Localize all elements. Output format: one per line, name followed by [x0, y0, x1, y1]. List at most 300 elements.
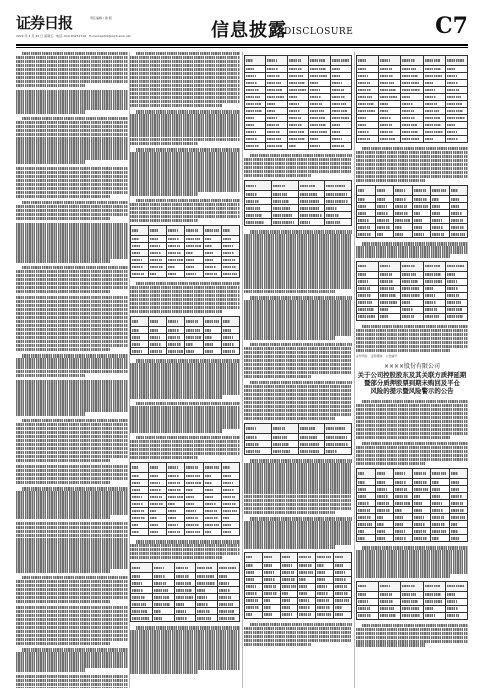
text-line	[244, 463, 352, 466]
text-line	[250, 230, 352, 233]
table-row	[357, 299, 468, 306]
table-cell	[412, 535, 431, 542]
text-line	[244, 639, 352, 642]
table-row	[131, 249, 240, 256]
text-line	[244, 417, 335, 420]
table-cell	[185, 501, 203, 508]
table-cell	[309, 87, 330, 94]
text-line	[244, 635, 352, 638]
text-line	[244, 166, 352, 169]
text-line	[244, 316, 352, 319]
text-line	[22, 487, 128, 490]
text-line	[244, 537, 352, 540]
table-cell	[445, 306, 467, 313]
paragraph	[130, 110, 240, 145]
text-line	[16, 90, 128, 93]
text-line	[16, 98, 128, 101]
text-line	[356, 566, 468, 569]
paragraph	[16, 419, 128, 462]
table-cell	[287, 143, 308, 150]
data-table	[244, 552, 352, 619]
table-cell	[152, 580, 174, 587]
text-line	[16, 370, 128, 373]
table-row	[357, 56, 468, 66]
text-line	[130, 440, 240, 443]
text-line	[16, 606, 128, 609]
table-row	[245, 101, 352, 108]
table-cell	[266, 56, 287, 66]
table-cell	[330, 101, 351, 108]
paragraph	[16, 90, 128, 113]
table-cell	[245, 181, 272, 191]
table-cell	[185, 529, 203, 536]
text-line	[16, 451, 128, 454]
table-cell	[245, 108, 266, 115]
table-cell	[149, 256, 167, 263]
table-row	[357, 66, 468, 73]
table-cell	[131, 515, 149, 522]
text-line	[250, 459, 352, 462]
table-cell	[401, 581, 423, 591]
text-line	[130, 152, 240, 155]
text-line	[244, 409, 352, 412]
table-cell	[431, 514, 450, 521]
table-cell	[379, 73, 401, 80]
table-cell	[245, 205, 272, 212]
text-line	[244, 282, 352, 285]
table-cell	[394, 514, 413, 521]
text-line	[130, 298, 240, 301]
table-cell	[149, 501, 167, 508]
text-line	[362, 147, 468, 150]
table-cell	[152, 573, 174, 580]
table-cell	[131, 501, 149, 508]
article-column-4	[356, 52, 468, 688]
text-line	[130, 306, 240, 309]
table-cell	[245, 198, 272, 205]
text-line	[362, 242, 468, 245]
table-cell	[221, 480, 239, 487]
table-cell	[174, 601, 196, 608]
text-line	[130, 638, 240, 641]
data-table	[356, 468, 468, 542]
text-line	[356, 562, 468, 565]
table-cell	[330, 108, 351, 115]
paragraph	[244, 154, 352, 177]
table-cell	[334, 569, 352, 576]
table-cell	[131, 587, 153, 594]
table-cell	[412, 231, 431, 238]
text-line	[130, 184, 240, 187]
paragraph	[356, 147, 468, 182]
text-line	[244, 246, 352, 249]
table-cell	[149, 522, 167, 529]
table-cell	[401, 115, 423, 122]
text-line	[16, 332, 128, 335]
text-line	[356, 446, 468, 449]
table-cell	[131, 580, 153, 587]
table-row	[357, 136, 468, 143]
text-line	[16, 217, 110, 220]
table-cell	[149, 235, 167, 242]
table-cell	[280, 604, 298, 611]
text-line	[22, 266, 128, 269]
table-cell	[431, 231, 450, 238]
table-cell	[298, 424, 325, 434]
headline-title-line: 关于公司控股股东及其关联方质押延期	[357, 370, 467, 379]
table-cell	[357, 217, 376, 224]
table-cell	[375, 486, 394, 493]
text-line	[22, 117, 128, 120]
text-line	[356, 636, 468, 639]
table-cell	[394, 217, 413, 224]
table-cell	[401, 591, 423, 598]
table-cell	[245, 143, 266, 150]
text-line	[130, 387, 240, 390]
table-cell	[149, 225, 167, 235]
table-cell	[357, 605, 379, 612]
text-line	[16, 477, 128, 480]
text-line	[16, 584, 128, 587]
table-cell	[445, 80, 467, 87]
text-line	[130, 448, 240, 451]
table-cell	[262, 562, 280, 569]
table-cell	[375, 196, 394, 203]
table-row	[357, 210, 468, 217]
table-cell	[152, 615, 174, 622]
table-cell	[379, 122, 401, 129]
paragraph	[130, 402, 240, 433]
table-cell	[271, 219, 298, 226]
text-line	[356, 632, 468, 635]
table-cell	[149, 327, 167, 334]
table-cell	[449, 186, 468, 196]
table-cell	[203, 327, 221, 334]
table-cell	[401, 605, 423, 612]
table-row	[357, 224, 468, 231]
text-line	[356, 554, 468, 557]
text-line	[16, 76, 128, 79]
text-line	[16, 687, 128, 688]
table-row	[357, 101, 468, 108]
text-line	[16, 328, 128, 331]
table-cell	[316, 583, 334, 590]
table-cell	[401, 598, 423, 605]
table-cell	[316, 597, 334, 604]
table-cell	[298, 569, 316, 576]
text-line	[244, 545, 335, 548]
table-row	[357, 196, 468, 203]
table-cell	[298, 441, 325, 448]
text-line	[16, 366, 128, 369]
table-cell	[131, 494, 149, 501]
table-row	[357, 612, 468, 619]
text-line	[244, 336, 335, 339]
text-line	[16, 588, 128, 591]
table-cell	[131, 487, 149, 494]
table-cell	[131, 463, 149, 473]
text-line	[16, 380, 128, 383]
table-cell	[298, 198, 325, 205]
table-cell	[185, 317, 203, 327]
text-line	[244, 371, 352, 374]
text-line	[362, 325, 468, 328]
text-line	[244, 234, 352, 237]
table-cell	[287, 73, 308, 80]
table-row	[357, 285, 468, 292]
text-line	[130, 409, 240, 412]
text-line	[16, 187, 128, 190]
table-cell	[298, 219, 325, 226]
table-cell	[203, 473, 221, 480]
text-line	[130, 548, 240, 551]
table-cell	[379, 591, 401, 598]
paragraph	[244, 623, 352, 646]
text-line	[356, 246, 468, 249]
table-row	[245, 80, 352, 87]
table-cell	[357, 535, 376, 542]
table-cell	[245, 73, 266, 80]
table-cell	[149, 508, 167, 515]
text-line	[16, 231, 128, 234]
table-cell	[245, 569, 263, 576]
table-cell	[401, 278, 423, 285]
table-cell	[262, 611, 280, 618]
table-cell	[449, 479, 468, 486]
table-cell	[262, 597, 280, 604]
table-cell	[131, 235, 149, 242]
table-cell	[445, 598, 467, 605]
table-cell	[203, 529, 221, 536]
text-line	[136, 359, 240, 362]
table-cell	[357, 278, 379, 285]
text-line	[16, 84, 85, 87]
table-cell	[379, 612, 401, 619]
article-column-3	[244, 52, 352, 688]
text-line	[16, 64, 128, 67]
text-line	[244, 320, 352, 323]
table-row	[131, 529, 240, 536]
text-line	[244, 170, 352, 173]
table-cell	[330, 115, 351, 122]
table-cell	[445, 581, 467, 591]
table-cell	[185, 473, 203, 480]
text-line	[362, 442, 468, 445]
text-line	[356, 349, 450, 352]
table-cell	[394, 528, 413, 535]
text-line	[16, 223, 128, 226]
table-cell	[298, 434, 325, 441]
table-cell	[218, 580, 240, 587]
text-line	[16, 683, 128, 686]
table-cell	[287, 129, 308, 136]
text-line	[130, 211, 240, 214]
text-line	[16, 156, 128, 159]
table-row	[357, 479, 468, 486]
text-line	[130, 130, 240, 133]
text-line	[356, 163, 468, 166]
text-line	[130, 164, 240, 167]
table-cell	[423, 73, 445, 80]
text-line	[130, 134, 240, 137]
table-cell	[357, 186, 376, 196]
table-cell	[196, 580, 218, 587]
data-table	[130, 316, 240, 355]
table-cell	[445, 73, 467, 80]
table-cell	[185, 463, 203, 473]
data-table	[244, 180, 352, 226]
table-cell	[149, 529, 167, 536]
table-cell	[445, 299, 467, 306]
text-line	[356, 454, 468, 457]
table-cell	[445, 108, 467, 115]
table-cell	[431, 528, 450, 535]
table-cell	[167, 473, 185, 480]
text-line	[16, 642, 110, 645]
table-cell	[245, 94, 266, 101]
table-row	[357, 271, 468, 278]
text-line	[130, 138, 240, 141]
table-row	[357, 115, 468, 122]
masthead-rule	[16, 44, 468, 46]
table-cell	[271, 205, 298, 212]
table-cell	[379, 581, 401, 591]
table-cell	[334, 583, 352, 590]
text-line	[16, 592, 128, 595]
table-cell	[218, 573, 240, 580]
text-line	[130, 452, 240, 455]
table-row	[131, 487, 240, 494]
text-line	[356, 341, 468, 344]
table-cell	[379, 66, 401, 73]
table-cell	[431, 507, 450, 514]
table-cell	[131, 573, 153, 580]
paragraph	[16, 52, 128, 87]
text-line	[130, 56, 240, 59]
text-line	[356, 167, 468, 170]
text-line	[250, 517, 352, 520]
text-line	[130, 172, 240, 175]
table-cell	[334, 611, 352, 618]
table-cell	[449, 514, 468, 521]
table-row	[245, 191, 352, 198]
text-line	[130, 650, 240, 653]
table-cell	[245, 56, 266, 66]
text-line	[16, 553, 128, 556]
table-cell	[357, 479, 376, 486]
text-line	[130, 92, 240, 95]
data-table	[244, 55, 352, 150]
table-cell	[131, 263, 149, 270]
table-cell	[394, 521, 413, 528]
table-cell	[316, 576, 334, 583]
table-cell	[298, 590, 316, 597]
table-row	[245, 129, 352, 136]
headline-title-line: 风险的提示暨风险警示的公告	[370, 387, 454, 396]
table-cell	[221, 242, 239, 249]
text-line	[130, 444, 240, 447]
table-row	[131, 480, 240, 487]
table-cell	[149, 334, 167, 341]
table-cell	[203, 270, 221, 277]
table-cell	[401, 73, 423, 80]
table-cell	[298, 611, 316, 618]
table-cell	[357, 224, 376, 231]
text-line	[244, 312, 352, 315]
text-line	[16, 183, 128, 186]
text-line	[244, 300, 352, 303]
table-row	[357, 186, 468, 196]
table-cell	[401, 87, 423, 94]
table-cell	[131, 327, 149, 334]
table-cell	[357, 486, 376, 493]
table-cell	[221, 341, 239, 348]
text-line	[356, 640, 468, 643]
text-line	[130, 122, 240, 125]
table-cell	[221, 487, 239, 494]
table-cell	[280, 562, 298, 569]
table-cell	[203, 334, 221, 341]
table-cell	[131, 529, 149, 536]
text-line	[16, 324, 128, 327]
text-line	[22, 354, 128, 357]
table-cell	[423, 101, 445, 108]
column-text	[356, 55, 468, 647]
text-line	[250, 154, 352, 157]
table-cell	[245, 66, 266, 73]
table-cell	[280, 597, 298, 604]
text-line	[16, 408, 128, 411]
table-cell	[330, 73, 351, 80]
table-cell	[203, 487, 221, 494]
text-line	[16, 569, 110, 572]
text-line	[244, 367, 352, 370]
text-line	[244, 324, 352, 327]
table-cell	[412, 196, 431, 203]
table-cell	[394, 493, 413, 500]
newspaper-logo: 证券日报	[16, 14, 73, 32]
table-cell	[309, 143, 330, 150]
text-line	[16, 191, 128, 194]
table-cell	[334, 576, 352, 583]
text-line	[244, 413, 352, 416]
text-line	[244, 308, 352, 311]
text-line	[130, 203, 240, 206]
table-cell	[330, 94, 351, 101]
column-divider	[354, 52, 355, 688]
text-line	[16, 459, 110, 462]
table-cell	[218, 601, 240, 608]
text-line	[22, 419, 128, 422]
text-line	[130, 413, 240, 416]
text-line	[16, 515, 110, 518]
table-row	[245, 569, 352, 576]
table-cell	[185, 263, 203, 270]
table-cell	[423, 313, 445, 320]
text-line	[16, 561, 128, 564]
table-cell	[221, 263, 239, 270]
text-line	[244, 511, 335, 514]
text-line	[16, 308, 128, 311]
table-cell	[149, 263, 167, 270]
table-row	[357, 591, 468, 598]
text-line	[16, 526, 128, 529]
table-cell	[445, 278, 467, 285]
table-cell	[245, 122, 266, 129]
text-line	[130, 294, 240, 297]
table-cell	[412, 507, 431, 514]
text-line	[16, 68, 128, 71]
